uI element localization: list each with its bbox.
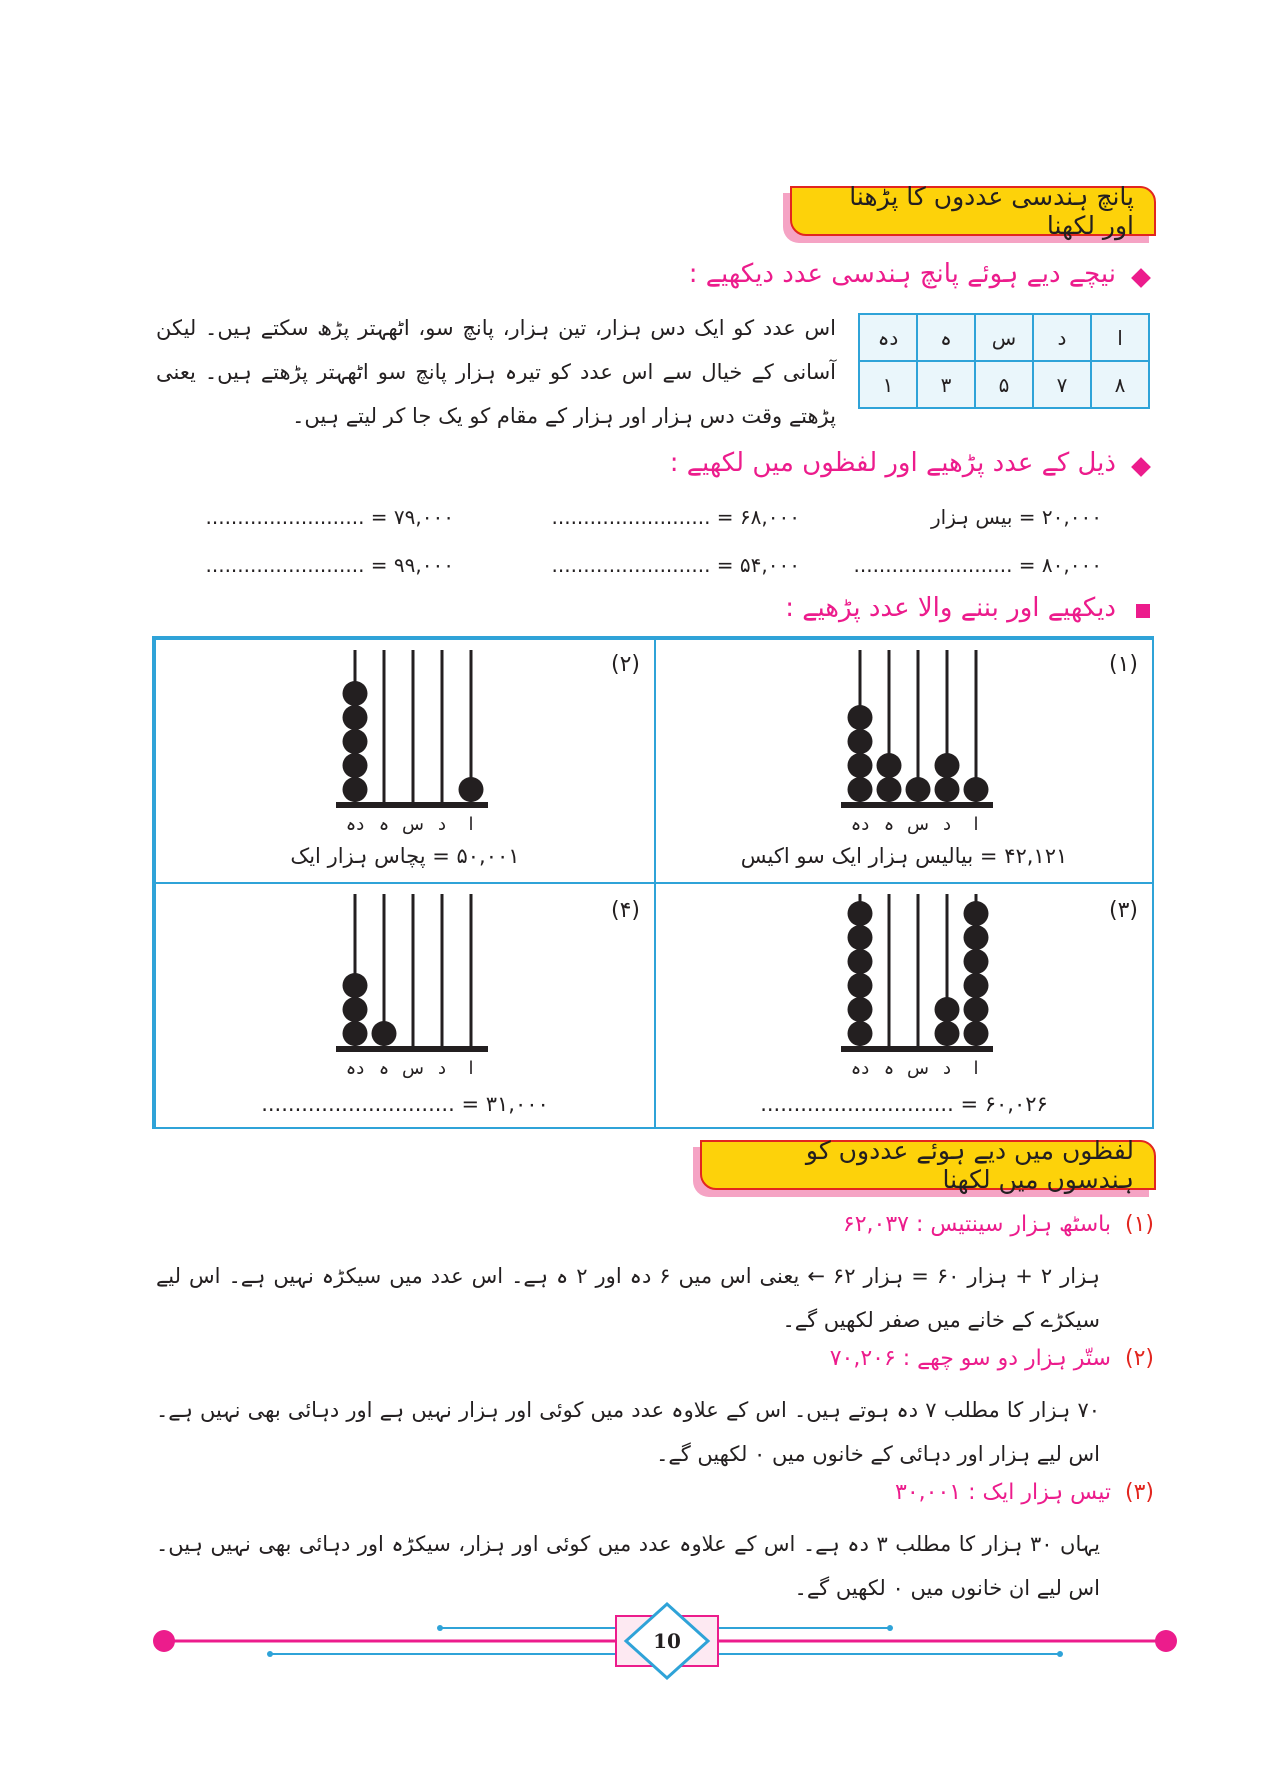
exercise-item: ۷۹,۰۰۰ = .........................: [205, 505, 454, 529]
page-number: 10: [653, 1629, 681, 1653]
abacus-bead: [343, 1021, 368, 1046]
rod-label: س: [402, 814, 424, 835]
cell-number: (۲): [611, 652, 640, 677]
abacus-bead: [906, 777, 931, 802]
abacus-base: [841, 802, 993, 808]
abacus-bead: [848, 925, 873, 950]
abacus-icon: [326, 644, 506, 844]
rod-label: س: [907, 1058, 929, 1079]
banner-title: لفظوں میں دیے ہوئے عددوں کو ہندسوں میں لکھنا: [805, 1136, 1134, 1194]
diamond-bullet-icon: [1131, 457, 1151, 477]
abacus-bead: [935, 753, 960, 778]
abacus-icon: [326, 888, 506, 1088]
abacus-base: [336, 802, 488, 808]
pv-value-cell: ۸: [1091, 361, 1149, 408]
pv-header-cell: ہ: [917, 314, 975, 361]
rod-label: ا: [468, 814, 474, 835]
pv-header-cell: س: [975, 314, 1033, 361]
rod-label: ہ: [883, 1058, 895, 1079]
abacus-bead: [848, 949, 873, 974]
rod-label: دہ: [850, 1058, 870, 1079]
abacus-icon: [831, 888, 1011, 1088]
abacus-caption: ۳۱,۰۰۰ = .............................: [261, 1092, 549, 1116]
abacus-bead: [848, 1021, 873, 1046]
rod-label: دہ: [850, 814, 870, 835]
abacus-bead: [848, 973, 873, 998]
abacus-bead: [459, 777, 484, 802]
abacus-grid: [152, 636, 1154, 1129]
square-bullet-icon: [1136, 604, 1150, 618]
abacus-cell-3: [654, 882, 1154, 1129]
abacus-caption: ۶۰,۰۲۶ = .............................: [760, 1092, 1048, 1116]
abacus-bead: [343, 973, 368, 998]
rod-label: د: [437, 814, 447, 835]
abacus-base: [841, 1046, 993, 1052]
abacus-bead: [848, 753, 873, 778]
pv-value-cell: ۵: [975, 361, 1033, 408]
section-banner-words-to-digits: [700, 1136, 1156, 1194]
cell-number: (۴): [611, 898, 640, 923]
rod-label: س: [402, 1058, 424, 1079]
rod-label: ا: [468, 1058, 474, 1079]
abacus-bead: [848, 997, 873, 1022]
section-banner-five-digit: [790, 182, 1156, 240]
abacus-bead: [343, 705, 368, 730]
rod-label: د: [942, 1058, 952, 1079]
section2-heading: ذیل کے عدد پڑھیے اور لفظوں میں لکھیے :: [669, 448, 1116, 478]
section1-heading: نیچے دیے ہوئے پانچ ہندسی عدد دیکھیے :: [688, 259, 1116, 289]
pv-value-cell: ۱: [859, 361, 917, 408]
rod-label: ہ: [378, 1058, 390, 1079]
exercise-item: ۸۰,۰۰۰ = .........................: [853, 553, 1102, 577]
abacus-bead: [343, 997, 368, 1022]
abacus-bead: [935, 777, 960, 802]
abacus-bead: [964, 925, 989, 950]
pv-header-cell: دہ: [859, 314, 917, 361]
abacus-cell-4: [154, 882, 656, 1129]
item-heading-1: (۱) باسٹھ ہزار سینتیس : ۶۲,۰۳۷: [842, 1212, 1154, 1237]
abacus-caption: ۴۲,۱۲۱ = بیالیس ہزار ایک سو اکیس: [740, 844, 1068, 868]
abacus-cell-2: [154, 638, 656, 884]
pv-value-cell: ۷: [1033, 361, 1091, 408]
abacus-bead: [343, 753, 368, 778]
rod-label: د: [437, 1058, 447, 1079]
banner-title: پانچ ہندسی عددوں کا پڑھنا اور لکھنا: [849, 182, 1134, 240]
abacus-bead: [935, 997, 960, 1022]
diamond-bullet-icon: [1131, 268, 1151, 288]
rod-label: د: [942, 814, 952, 835]
item-heading-3: (۳) تیس ہزار ایک : ۳۰,۰۰۱: [895, 1480, 1154, 1505]
section1-paragraph: اس عدد کو ایک دس ہزار، تین ہزار، پانچ سو، اٹھہتر پڑھ سکتے ہیں۔ لیکن آسانی کے خیال سے اس عدد کو تیرہ ہزار پانچ سو اٹھہتر پڑھتے ہیں۔ یعنی پڑھتے وقت دس ہزار اور ہزار کے مقام کو یک جا کر لیتے ہیں۔: [156, 316, 836, 428]
rod-label: ہ: [378, 814, 390, 835]
item-text-3: یہاں ۳۰ ہزار کا مطلب ۳ دہ ہے۔ اس کے علاوہ عدد میں کوئی اور ہزار، سیکڑہ اور دہائی بھی نہیں ہیں۔ اس لیے ان خانوں میں ۰ لکھیں گے۔: [156, 1532, 1101, 1600]
abacus-bead: [964, 997, 989, 1022]
place-value-table: [858, 313, 1150, 409]
abacus-caption: ۵۰,۰۰۱ = پچاس ہزار ایک: [290, 844, 520, 868]
pv-value-cell: ۳: [917, 361, 975, 408]
abacus-bead: [848, 705, 873, 730]
abacus-bead: [964, 949, 989, 974]
exercise-item: ۵۴,۰۰۰ = .........................: [551, 553, 800, 577]
abacus-bead: [343, 729, 368, 754]
abacus-bead: [848, 729, 873, 754]
exercise-item: ۶۸,۰۰۰ = .........................: [551, 505, 800, 529]
abacus-bead: [964, 973, 989, 998]
item-heading-2: (۲) ستّر ہزار دو سو چھے : ۷۰,۲۰۶: [829, 1346, 1154, 1371]
item-text-1: ہزار ۲ + ہزار ۶۰ = ہزار ۶۲ ← یعنی اس میں ۶ دہ اور ۲ ہ ہے۔ اس عدد میں سیکڑہ نہیں ہے۔ اس لیے سیکڑے کے خانے میں صفر لکھیں گے۔: [156, 1264, 1100, 1332]
abacus-bead: [848, 901, 873, 926]
item-text-2: ۷۰ ہزار کا مطلب ۷ دہ ہوتے ہیں۔ اس کے علاوہ عدد میں کوئی اور ہزار نہیں ہے اور دہائی بھی نہیں ہے۔ اس لیے ہزار اور دہائی کے خانوں میں ۰ لکھیں گے۔: [156, 1398, 1100, 1466]
abacus-icon: [831, 644, 1011, 844]
exercise-item: ۹۹,۰۰۰ = .........................: [205, 553, 454, 577]
abacus-cell-1: [654, 638, 1154, 884]
cell-number: (۳): [1109, 898, 1138, 923]
pv-header-cell: ا: [1091, 314, 1149, 361]
rod-label: ا: [973, 1058, 979, 1079]
abacus-bead: [935, 1021, 960, 1046]
abacus-bead: [964, 1021, 989, 1046]
rod-label: دہ: [345, 1058, 365, 1079]
abacus-bead: [848, 777, 873, 802]
cell-number: (۱): [1109, 652, 1138, 677]
abacus-bead: [964, 777, 989, 802]
abacus-base: [336, 1046, 488, 1052]
rod-label: س: [907, 814, 929, 835]
abacus-bead: [372, 1021, 397, 1046]
section3-heading: دیکھیے اور بننے والا عدد پڑھیے :: [785, 593, 1116, 623]
rod-label: ہ: [883, 814, 895, 835]
exercise-item: ۲۰,۰۰۰ = بیس ہزار: [931, 505, 1102, 529]
abacus-bead: [343, 777, 368, 802]
abacus-bead: [964, 901, 989, 926]
abacus-bead: [343, 681, 368, 706]
rod-label: دہ: [345, 814, 365, 835]
pv-header-cell: د: [1033, 314, 1091, 361]
abacus-bead: [877, 753, 902, 778]
abacus-bead: [877, 777, 902, 802]
rod-label: ا: [973, 814, 979, 835]
